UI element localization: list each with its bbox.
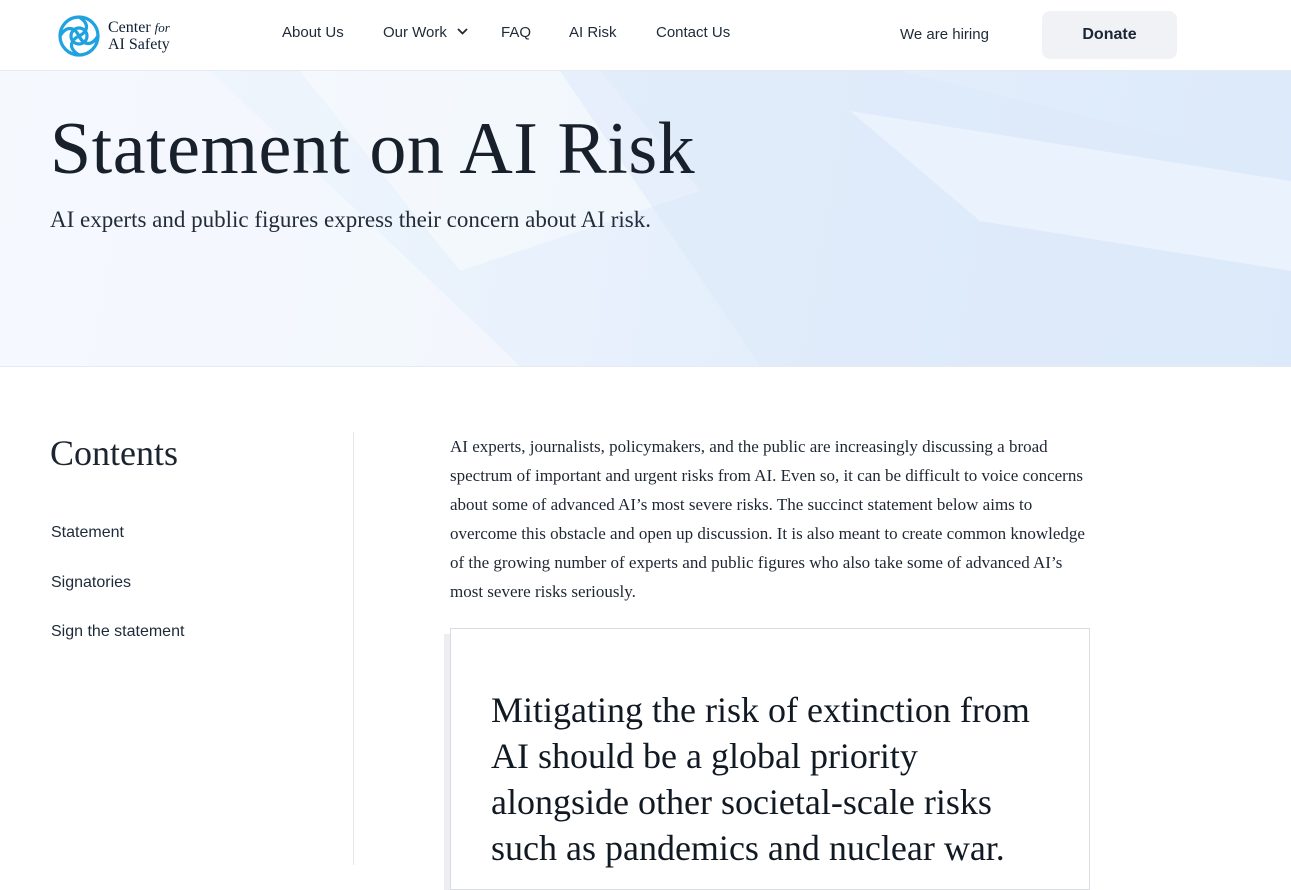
statement-box [450, 628, 1090, 890]
nav-about-us[interactable]: About Us [282, 24, 344, 41]
statement-text: Mitigating the risk of extinction from AI should be a global priority alongside other societal-scale risks such as pandemics and nuclear war. [491, 690, 1030, 868]
nav-contact-us[interactable]: Contact Us [656, 24, 731, 41]
logo-line1: Center [108, 19, 151, 36]
toc-link-statement[interactable]: Statement [51, 524, 124, 541]
contents-heading: Contents [50, 433, 179, 473]
hero-banner [0, 71, 1291, 367]
page-title: Statement on AI Risk [50, 108, 696, 190]
page-subtitle: AI experts and public figures express their concern about AI risk. [50, 207, 652, 232]
toc-link-sign-the-statement[interactable]: Sign the statement [51, 623, 185, 640]
cais-swirl-logo-icon [56, 13, 102, 59]
toc-link-signatories[interactable]: Signatories [51, 574, 132, 591]
nav-our-work[interactable] [383, 24, 468, 41]
nav-faq[interactable]: FAQ [501, 24, 532, 41]
logo-wordmark [108, 19, 170, 53]
intro-paragraph: AI experts, journalists, policymakers, and the public are increasingly discussing a broad spectrum of important and urgent risks from AI. Even so, it can be difficult to voice concerns about some of advanced AI’s most severe risks. The succinct statement below aims to overcome this obstacle and open up discussion. It is also meant to create common knowledge of the growing number of experts and public figures who also take some of advanced AI’s most severe risks seriously. [450, 437, 1085, 601]
logo-for: for [154, 20, 170, 35]
site-logo[interactable] [56, 12, 186, 60]
site-header [0, 0, 1291, 71]
nav-our-work-label: Our Work [383, 24, 447, 41]
donate-button[interactable]: Donate [1042, 11, 1177, 59]
logo-line2: AI Safety [108, 36, 170, 53]
nav-ai-risk[interactable]: AI Risk [569, 24, 617, 41]
chevron-down-icon [457, 28, 468, 35]
hiring-link[interactable]: We are hiring [900, 26, 989, 43]
sidebar-divider [353, 432, 354, 865]
